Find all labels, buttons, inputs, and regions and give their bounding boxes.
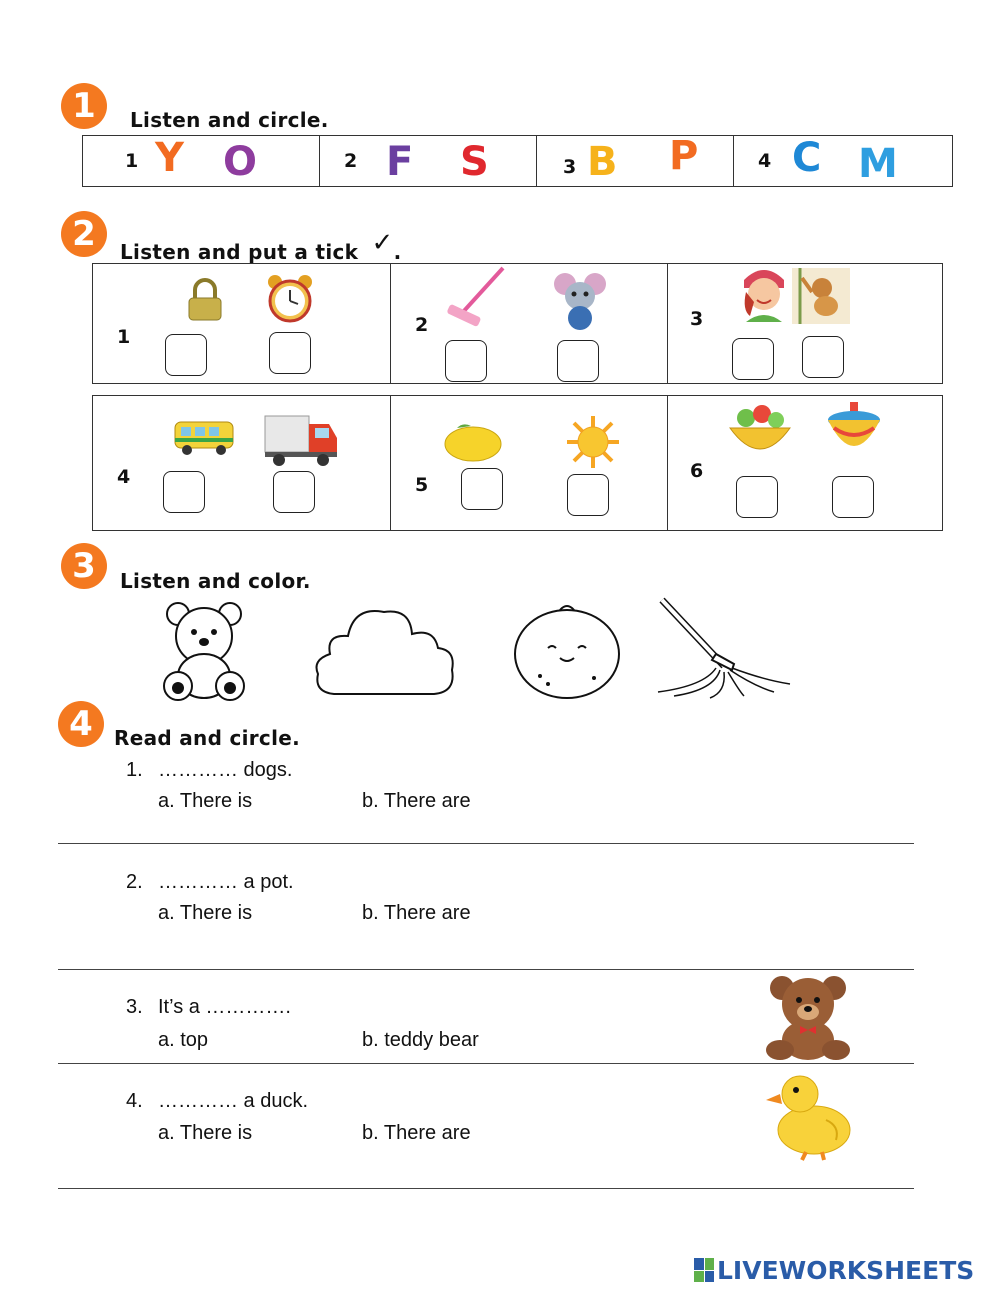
- bus-picture: [173, 418, 237, 458]
- option-b[interactable]: b. teddy bear: [362, 1029, 479, 1051]
- tick-cell-number: 5: [415, 474, 429, 496]
- sun-picture: [567, 416, 619, 468]
- letter-option[interactable]: O: [223, 139, 258, 185]
- question-stem: It’s a ………….: [158, 996, 291, 1018]
- option-a[interactable]: a. There is: [158, 1122, 253, 1144]
- tick-box[interactable]: [269, 332, 311, 374]
- tick-cell-4: [93, 396, 391, 530]
- question-number: 3.: [126, 996, 143, 1018]
- lock-picture: [185, 280, 225, 320]
- letter-cell-2[interactable]: [320, 136, 537, 186]
- letter-cell-number: 1: [125, 150, 139, 172]
- logo-text: LIVEWORKSHEETS: [717, 1255, 975, 1285]
- divider: [58, 843, 914, 844]
- question-stem: ………… a pot.: [158, 871, 294, 893]
- woman-picture: [740, 266, 788, 324]
- tick-grid-row-2: [92, 395, 943, 531]
- tick-icon: ✓: [371, 228, 394, 258]
- option-b[interactable]: b. There are: [362, 790, 471, 812]
- spinning-top-picture: [826, 402, 882, 458]
- tick-cell-number: 1: [117, 326, 131, 348]
- tick-cell-number: 2: [415, 314, 429, 336]
- cloud-coloring-picture[interactable]: [314, 604, 456, 700]
- tick-box[interactable]: [163, 471, 205, 513]
- letter-option[interactable]: B: [587, 139, 618, 185]
- logo-mark-icon: [694, 1258, 714, 1282]
- letter-cell-1[interactable]: [83, 136, 320, 186]
- liveworksheets-logo[interactable]: [694, 1256, 974, 1284]
- letter-option[interactable]: M: [858, 141, 898, 187]
- letter-option[interactable]: S: [460, 139, 489, 185]
- tick-box[interactable]: [732, 338, 774, 380]
- salad-bowl-picture: [728, 404, 792, 462]
- letter-option[interactable]: P: [669, 133, 699, 179]
- letter-circle-grid: [82, 135, 953, 187]
- letter-cell-number: 4: [758, 150, 772, 172]
- tick-box[interactable]: [445, 340, 487, 382]
- logo-mark-text: [0, 0, 1, 1]
- bear-coloring-picture[interactable]: [158, 600, 250, 702]
- tick-grid-row-1: [92, 263, 943, 384]
- tick-cell-number: 6: [690, 460, 704, 482]
- tick-box[interactable]: [567, 474, 609, 516]
- letter-cell-number: 3: [563, 156, 577, 178]
- truck-picture: [263, 412, 339, 468]
- letter-cell-number: 2: [344, 150, 358, 172]
- tick-box[interactable]: [736, 476, 778, 518]
- option-b[interactable]: b. There are: [362, 902, 471, 924]
- lemon-picture: [441, 420, 505, 464]
- divider: [58, 1188, 914, 1189]
- option-b[interactable]: b. There are: [362, 1122, 471, 1144]
- section-title-4: Read and circle.: [114, 726, 301, 750]
- section-title-2: [120, 228, 402, 266]
- tick-cell-5: [391, 396, 668, 530]
- question-number: 1.: [126, 759, 143, 781]
- section-title-3: Listen and color.: [120, 569, 311, 593]
- question-stem: ………… a duck.: [158, 1090, 309, 1112]
- divider: [58, 969, 914, 970]
- tick-cell-6: [668, 396, 942, 530]
- lemon-face-coloring-picture[interactable]: [512, 604, 622, 700]
- letter-cell-3[interactable]: [537, 133, 734, 186]
- tick-box[interactable]: [273, 471, 315, 513]
- section-badge-2: 2: [61, 211, 107, 257]
- mouse-picture: [553, 270, 607, 330]
- question-number: 2.: [126, 871, 143, 893]
- mop-coloring-picture[interactable]: [654, 596, 794, 700]
- question-stem: ………… dogs.: [158, 759, 293, 781]
- section-title-1: Listen and circle.: [130, 108, 329, 132]
- letter-option[interactable]: F: [386, 139, 414, 185]
- tick-cell-1: [93, 264, 391, 383]
- letter-option[interactable]: C: [792, 135, 822, 181]
- tick-box[interactable]: [557, 340, 599, 382]
- letter-option[interactable]: Y: [155, 135, 184, 181]
- option-a[interactable]: a. There is: [158, 790, 253, 812]
- title-period: .: [393, 240, 402, 264]
- tick-box[interactable]: [802, 336, 844, 378]
- section-badge-3: 3: [61, 543, 107, 589]
- tick-box[interactable]: [461, 468, 503, 510]
- option-a[interactable]: a. There is: [158, 902, 253, 924]
- tick-box[interactable]: [165, 334, 207, 376]
- section-badge-4: 4: [58, 701, 104, 747]
- section-title-2-text: Listen and put a tick: [120, 240, 359, 264]
- tick-cell-number: 3: [690, 308, 704, 330]
- duck-picture: [766, 1070, 856, 1162]
- tick-cell-number: 4: [117, 466, 131, 488]
- section-badge-1: 1: [61, 83, 107, 129]
- mop-picture: [445, 266, 515, 330]
- question-number: 4.: [126, 1090, 143, 1112]
- option-a[interactable]: a. top: [158, 1029, 209, 1051]
- teddy-bear-picture: [764, 974, 852, 1060]
- tick-cell-3: [668, 264, 942, 383]
- alarm-clock-picture: [265, 274, 315, 324]
- tick-cell-2: [391, 264, 668, 383]
- tick-box[interactable]: [832, 476, 874, 518]
- divider: [58, 1063, 914, 1064]
- letter-cell-4[interactable]: [734, 136, 952, 186]
- monkey-picture: [792, 268, 850, 324]
